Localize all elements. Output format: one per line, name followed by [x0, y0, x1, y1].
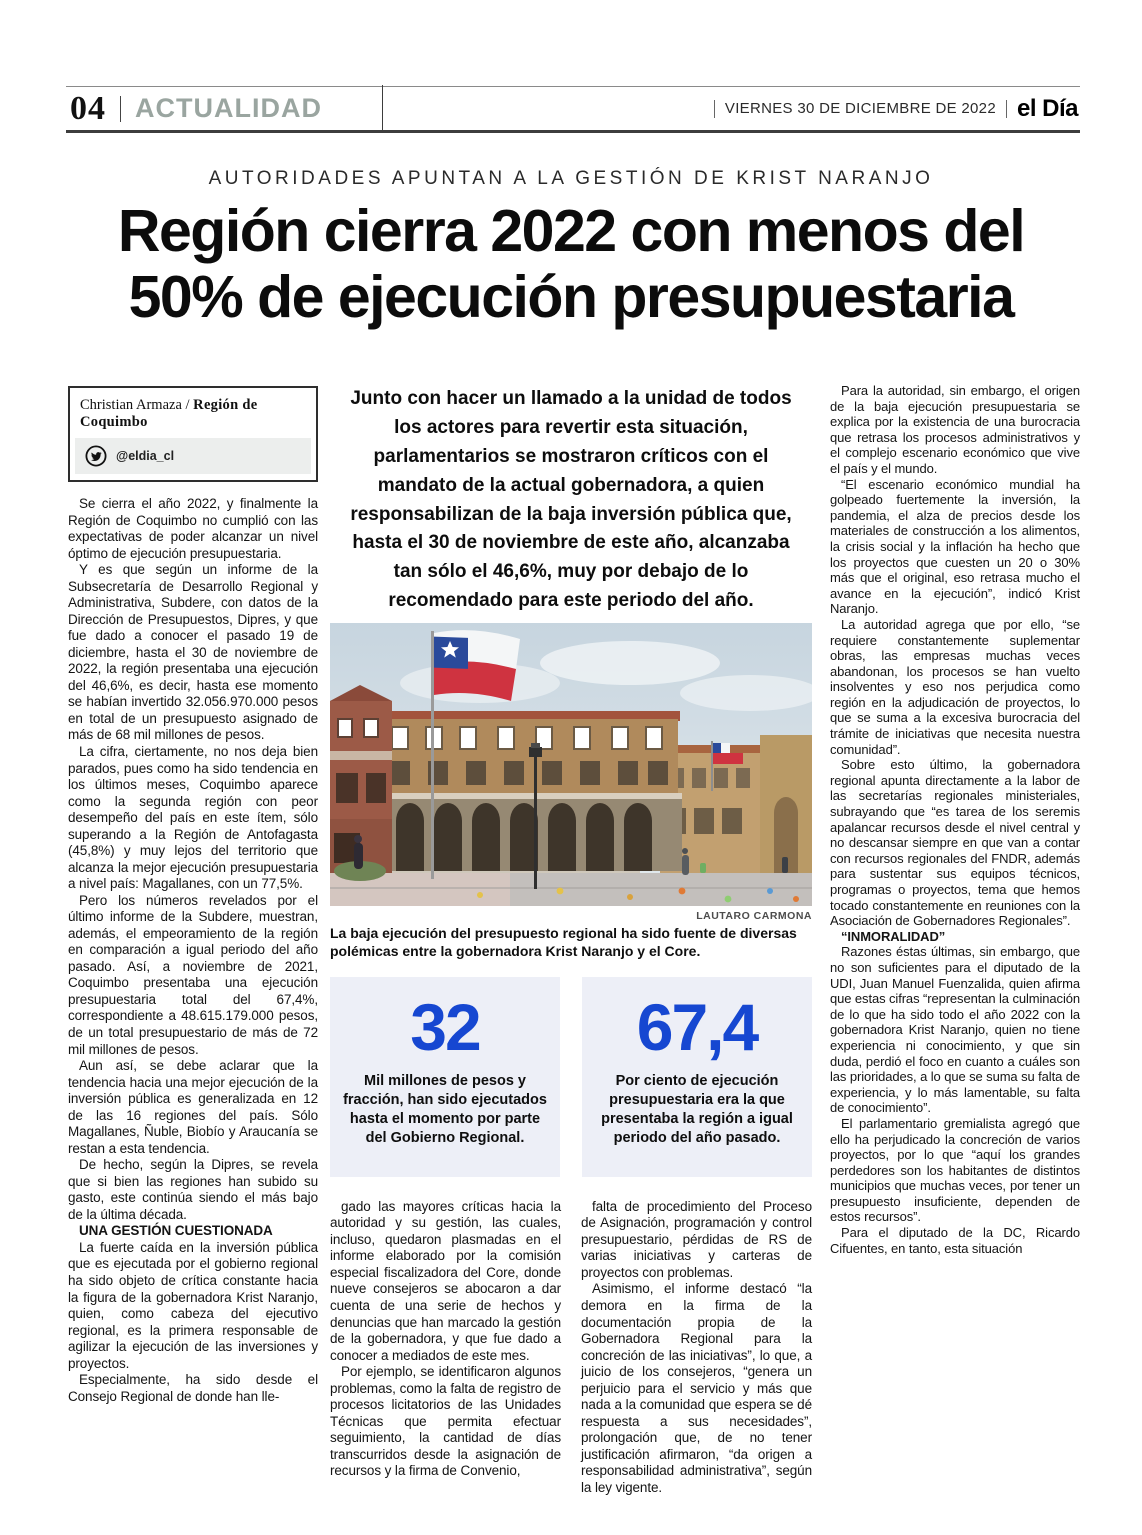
page-number: 04: [70, 89, 106, 127]
date-separator: [714, 100, 715, 118]
stat-description: Mil millones de pesos y fracción, han sido ejecutados hasta el momento por parte del Gobierno Regional.: [343, 1072, 547, 1147]
stat-description: Por ciento de ejecución presupuestaria era la que presentaba la región a igual periodo del año pasado.: [601, 1072, 793, 1147]
plaza-building-photo: [330, 623, 812, 906]
photo-caption: La baja ejecución del presupuesto regional ha sido fuente de diversas polémicas entre la gobernadora Krist Naranjo y el Core.: [330, 925, 797, 959]
header-right: [714, 95, 1080, 123]
body-paragraph: El parlamentario gremialista agregó que ello ha perjudicado la concreción de varios proyectos, por lo que “aquí los grandes perdedores son los habitantes de distintos municipios que muchas veces, por tener un presupuesto insuficiente, dependen de estos recursos”.: [830, 1115, 1080, 1225]
section-title: ACTUALIDAD: [135, 93, 322, 123]
left-column: [68, 386, 318, 1405]
twitter-handle: @eldia_cl: [116, 449, 175, 463]
middle-text-columns: [330, 1199, 812, 1497]
body-paragraph: Sobre esto último, la gobernadora regional apunta directamente a la labor de las secretarías regionales ministeriales, subrayando que “es tarea de los seremis apalancar recursos desde el nivel central y no descansar siempre en que van a contar con recursos regionales del FNDR, además para sustentar sus equipos técnicos, programas o proyectos, tema que hemos tocado constantemente en reuniones con la Asociación de Gobernadores Regionales”.: [830, 757, 1080, 929]
header-divider: [382, 85, 383, 132]
headline: [40, 198, 1102, 330]
body-paragraph: “El escenario económico mundial ha golpeado fuertemente la inversión, la pandemia, el alza de precios desde los materiales de construcción a los alimentos, la crisis social y la inflación ha hecho que los proyectos que cuesten un 20 o 30% más que el original, eso retrasa mucho el avance en la ejecución”, indicó Krist Naranjo.: [830, 476, 1080, 617]
photo-credit: LAUTARO CARMONA: [696, 910, 812, 922]
body-paragraph: La cifra, ciertamente, no nos deja bien parados, pues como ha sido tendencia en los últimos meses, Coquimbo aparece como la segunda región con peor desempeño del país en este ítem, sólo superando a la Región de Antofagasta (45,8%) y muy lejos del territorio que alcanza la mejor ejecución presupuestaria a nivel país: Magallanes, con un 77,5%.: [68, 743, 318, 892]
article-photo: [330, 623, 812, 906]
social-strip: [75, 438, 311, 474]
brand-separator: [1006, 100, 1007, 118]
body-paragraph: falta de procedimiento del Proceso de Asignación, programación y control presupuestario, pérdidas de RS de varias iniciativas y carteras de proyectos con problemas.: [581, 1198, 812, 1280]
twitter-icon: [85, 445, 107, 467]
body-paragraph: Para la autoridad, sin embargo, el origen de la baja ejecución presupuestaria se explica por la existencia de una burocracia que retrasa los procesos administrativos y el complejo escenario económico que vive el país y el mundo.: [830, 383, 1080, 476]
byline-location: Región de Coquimbo: [80, 397, 258, 430]
middle-left-subcolumn: [330, 1199, 561, 1497]
stat-value: 32: [410, 989, 480, 1064]
standfirst: Junto con hacer un llamado a la unidad de todos los actores para revertir esta situación, parlamentarios se mostraron críticos con el mandato de la actual gobernadora, a quien responsabilizan de la baja inversión pública que, hasta el 30 de noviembre de este año, alcanzaba tan sólo el 46,6%, muy por debajo de lo recomendado para este periodo del año.: [350, 388, 792, 612]
headline-line1: Región cierra 2022 con menos del: [117, 198, 1025, 264]
page-header: [66, 86, 1080, 133]
author-name: Christian Armaza: [80, 397, 182, 413]
byline-slash: /: [185, 397, 190, 413]
brand-logo: el Día: [1016, 94, 1078, 122]
body-paragraph: Pero los números revelados por el último informe de la Subdere, muestran, además, el empeoramiento de la región en comparación a igual periodo del año pasado. Así, a noviembre de 2021, Coquimbo presentaba una ejecución presupuestaria total del 67,4%, correspondiente a 48.615.179.000 pesos, de un total presupuestario de más de 72 mil millones de pesos.: [68, 892, 318, 1057]
stat-value: 67,4: [636, 989, 758, 1064]
stats-row: [330, 977, 812, 1177]
stat-box-previous-year: [582, 977, 812, 1177]
kicker: AUTORIDADES APUNTAN A LA GESTIÓN DE KRIST NARANJO: [208, 168, 934, 189]
headline-line2: 50% de ejecución presupuestaria: [128, 264, 1014, 331]
right-column: [830, 383, 1080, 1256]
body-paragraph: Aun así, se debe aclarar que la tendencia hacia una mejor ejecución de la inversión pública es generalizada en 12 de las 16 regiones del país. Sólo Magallanes, Ñuble, Biobío y Araucanía se restan a esta tendencia.: [68, 1058, 318, 1156]
stat-box-executed: [330, 977, 560, 1177]
body-paragraph: gado las mayores críticas hacia la autoridad y su gestión, las cuales, incluso, quedaron plasmadas en el informe elaborado por la comisión especial fiscalizadora del Core, donde nueve consejeros se abocaron a dar cuenta de una serie de hechos y denuncias que han marcado la gestión de la gobernadora, y que fue dado a conocer a mediados de este mes.: [330, 1198, 561, 1363]
body-paragraph: Para el diputado de la DC, Ricardo Cifuentes, en tanto, esta situación: [830, 1225, 1080, 1256]
byline: [70, 388, 316, 438]
body-paragraph: Se cierra el año 2022, y finalmente la Región de Coquimbo no cumplió con las expectativas de poder alcanzar un nivel óptimo de ejecución presupuestaria.: [68, 496, 318, 561]
body-paragraph: La autoridad agrega que por ello, “se requiere constantemente suplementar obras, las empresas muchas veces abandonan, los procesos se han vuelto insolventes y eso nos perjudica como región en la adjudicación de proyectos, lo que se suma a la excesiva burocracia del trámite de iniciativas que necesita nuestra comunidad”.: [830, 616, 1080, 757]
issue-date: VIERNES 30 DE DICIEMBRE DE 2022: [724, 100, 996, 117]
section-subhead: UNA GESTIÓN CUESTIONADA: [79, 1223, 273, 1239]
body-paragraph: La fuerte caída en la inversión pública que es ejecutada por el gobierno regional ha sido objeto de crítica constante hacia la figura de la gobernadora Krist Naranjo, quien, como cabeza del ejecutivo regional, es la primera responsable de agilizar la ejecución de las inversiones y proyectos.: [68, 1239, 318, 1371]
header-separator: [120, 96, 121, 122]
body-paragraph: Por ejemplo, se identificaron algunos problemas, como la falta de registro de procesos licitatorios de las Unidades Técnicas que permita efectuar seguimiento, la cantidad de días transcurridos desde la asignación de recursos y la firma de Convenio,: [330, 1364, 561, 1479]
byline-box: [68, 386, 318, 482]
body-paragraph: Y es que según un informe de la Subsecretaría de Desarrollo Regional y Administrativa, Subdere, con datos de la Dirección de Presupuestos, Dipres, y que fue dado a conocer el pasado 19 de diciembre, hasta el 30 de noviembre de 2022, la región presentaba una ejecución del 46,6%, es decir, hasta ese momento se habían invertido 32.056.970.000 pesos en total de un presupuesto asignado de más de 68 mil millones de pesos.: [68, 562, 318, 743]
middle-right-subcolumn: [581, 1199, 812, 1497]
middle-column: [330, 385, 812, 1496]
body-paragraph: Razones éstas últimas, sin embargo, que no son suficientes para el diputado de la UDI, Juan Manuel Fuenzalida, quien afirma que estas cifras “representan la culminación de lo que ha sido todo el año 2022 con la gobernadora Krist Naranjo, quien no tiene experiencia ni conocimiento, y que sin duda, perdió el foco en cuanto a cuáles son las prioridades, a lo que se suma su falta de experiencia, y lo más lamentable, su falta de conocimiento”.: [830, 944, 1080, 1116]
body-paragraph: Asimismo, el informe destacó “la demora en la firma de la documentación propia de la Gobernadora Regional para la concreción de las iniciativas”, lo que, a juicio de los consejeros, “genera un perjuicio para el servicio y más que nada a la comunidad que espera se dé respuesta a sus necesidades”, prolongación que, de no tener justificación afirmaron, “da origen a responsabilidad administrativa”, según la ley vigente.: [581, 1281, 812, 1495]
body-paragraph: De hecho, según la Dipres, se revela que si bien las regiones han subido su gasto, este continúa siendo el más bajo de la última década.: [68, 1157, 318, 1222]
section-subhead: “INMORALIDAD”: [841, 928, 946, 944]
main-building: [378, 711, 682, 886]
body-paragraph: Especialmente, ha sido desde el Consejo Regional de donde han lle-: [68, 1372, 318, 1404]
